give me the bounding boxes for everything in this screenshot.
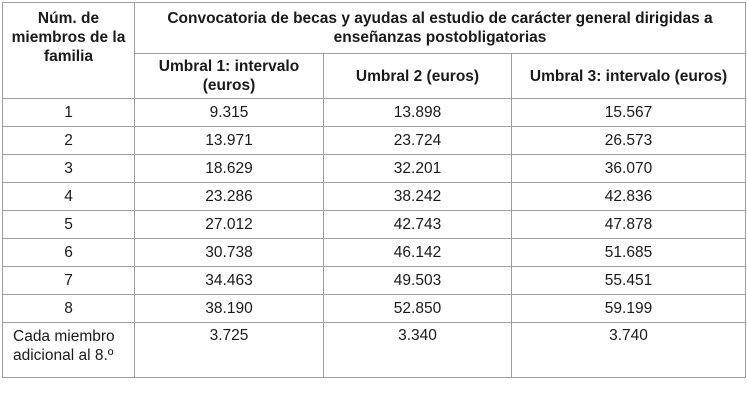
- table-row: [3, 211, 746, 239]
- cell-umbral-2: 52.850: [324, 295, 512, 323]
- cell-umbral-3: 47.878: [512, 211, 746, 239]
- row-label: 1: [3, 99, 135, 127]
- cell-umbral-1: 34.463: [135, 267, 324, 295]
- cell-umbral-3: 42.836: [512, 183, 746, 211]
- cell-umbral-1: 3.725: [135, 323, 324, 378]
- cell-umbral-2: 42.743: [324, 211, 512, 239]
- row-label: 5: [3, 211, 135, 239]
- column-header-umbral-1: Umbral 1: intervalo (euros): [135, 54, 324, 99]
- group-header: Convocatoria de becas y ayudas al estudio de carácter general dirigidas a enseñanzas postobligatorias: [135, 3, 746, 54]
- cell-umbral-2: 23.724: [324, 127, 512, 155]
- cell-umbral-2: 49.503: [324, 267, 512, 295]
- cell-umbral-2: 32.201: [324, 155, 512, 183]
- table-row-additional-member: [3, 323, 746, 378]
- cell-umbral-3: 36.070: [512, 155, 746, 183]
- table-row: [3, 155, 746, 183]
- row-label: 7: [3, 267, 135, 295]
- table-row: [3, 127, 746, 155]
- cell-umbral-3: 59.199: [512, 295, 746, 323]
- cell-umbral-2: 38.242: [324, 183, 512, 211]
- row-label: 8: [3, 295, 135, 323]
- cell-umbral-3: 15.567: [512, 99, 746, 127]
- cell-umbral-3: 51.685: [512, 239, 746, 267]
- family-members-header: Núm. de miembros de la familia: [3, 3, 135, 99]
- table-row: [3, 99, 746, 127]
- row-label: 2: [3, 127, 135, 155]
- table-row: [3, 239, 746, 267]
- cell-umbral-1: 27.012: [135, 211, 324, 239]
- table-row: [3, 267, 746, 295]
- cell-umbral-1: 23.286: [135, 183, 324, 211]
- column-header-umbral-2: Umbral 2 (euros): [324, 54, 512, 99]
- cell-umbral-3: 55.451: [512, 267, 746, 295]
- cell-umbral-1: 9.315: [135, 99, 324, 127]
- row-label: 6: [3, 239, 135, 267]
- table-row: [3, 183, 746, 211]
- cell-umbral-2: 3.340: [324, 323, 512, 378]
- row-label: Cada miembro adicional al 8.º: [3, 323, 135, 378]
- row-label: 3: [3, 155, 135, 183]
- cell-umbral-1: 18.629: [135, 155, 324, 183]
- cell-umbral-2: 13.898: [324, 99, 512, 127]
- cell-umbral-1: 13.971: [135, 127, 324, 155]
- table-row: [3, 295, 746, 323]
- cell-umbral-1: 38.190: [135, 295, 324, 323]
- cell-umbral-3: 26.573: [512, 127, 746, 155]
- cell-umbral-2: 46.142: [324, 239, 512, 267]
- cell-umbral-3: 3.740: [512, 323, 746, 378]
- cell-umbral-1: 30.738: [135, 239, 324, 267]
- row-label: 4: [3, 183, 135, 211]
- thresholds-table: [2, 2, 746, 378]
- column-header-umbral-3: Umbral 3: intervalo (euros): [512, 54, 746, 99]
